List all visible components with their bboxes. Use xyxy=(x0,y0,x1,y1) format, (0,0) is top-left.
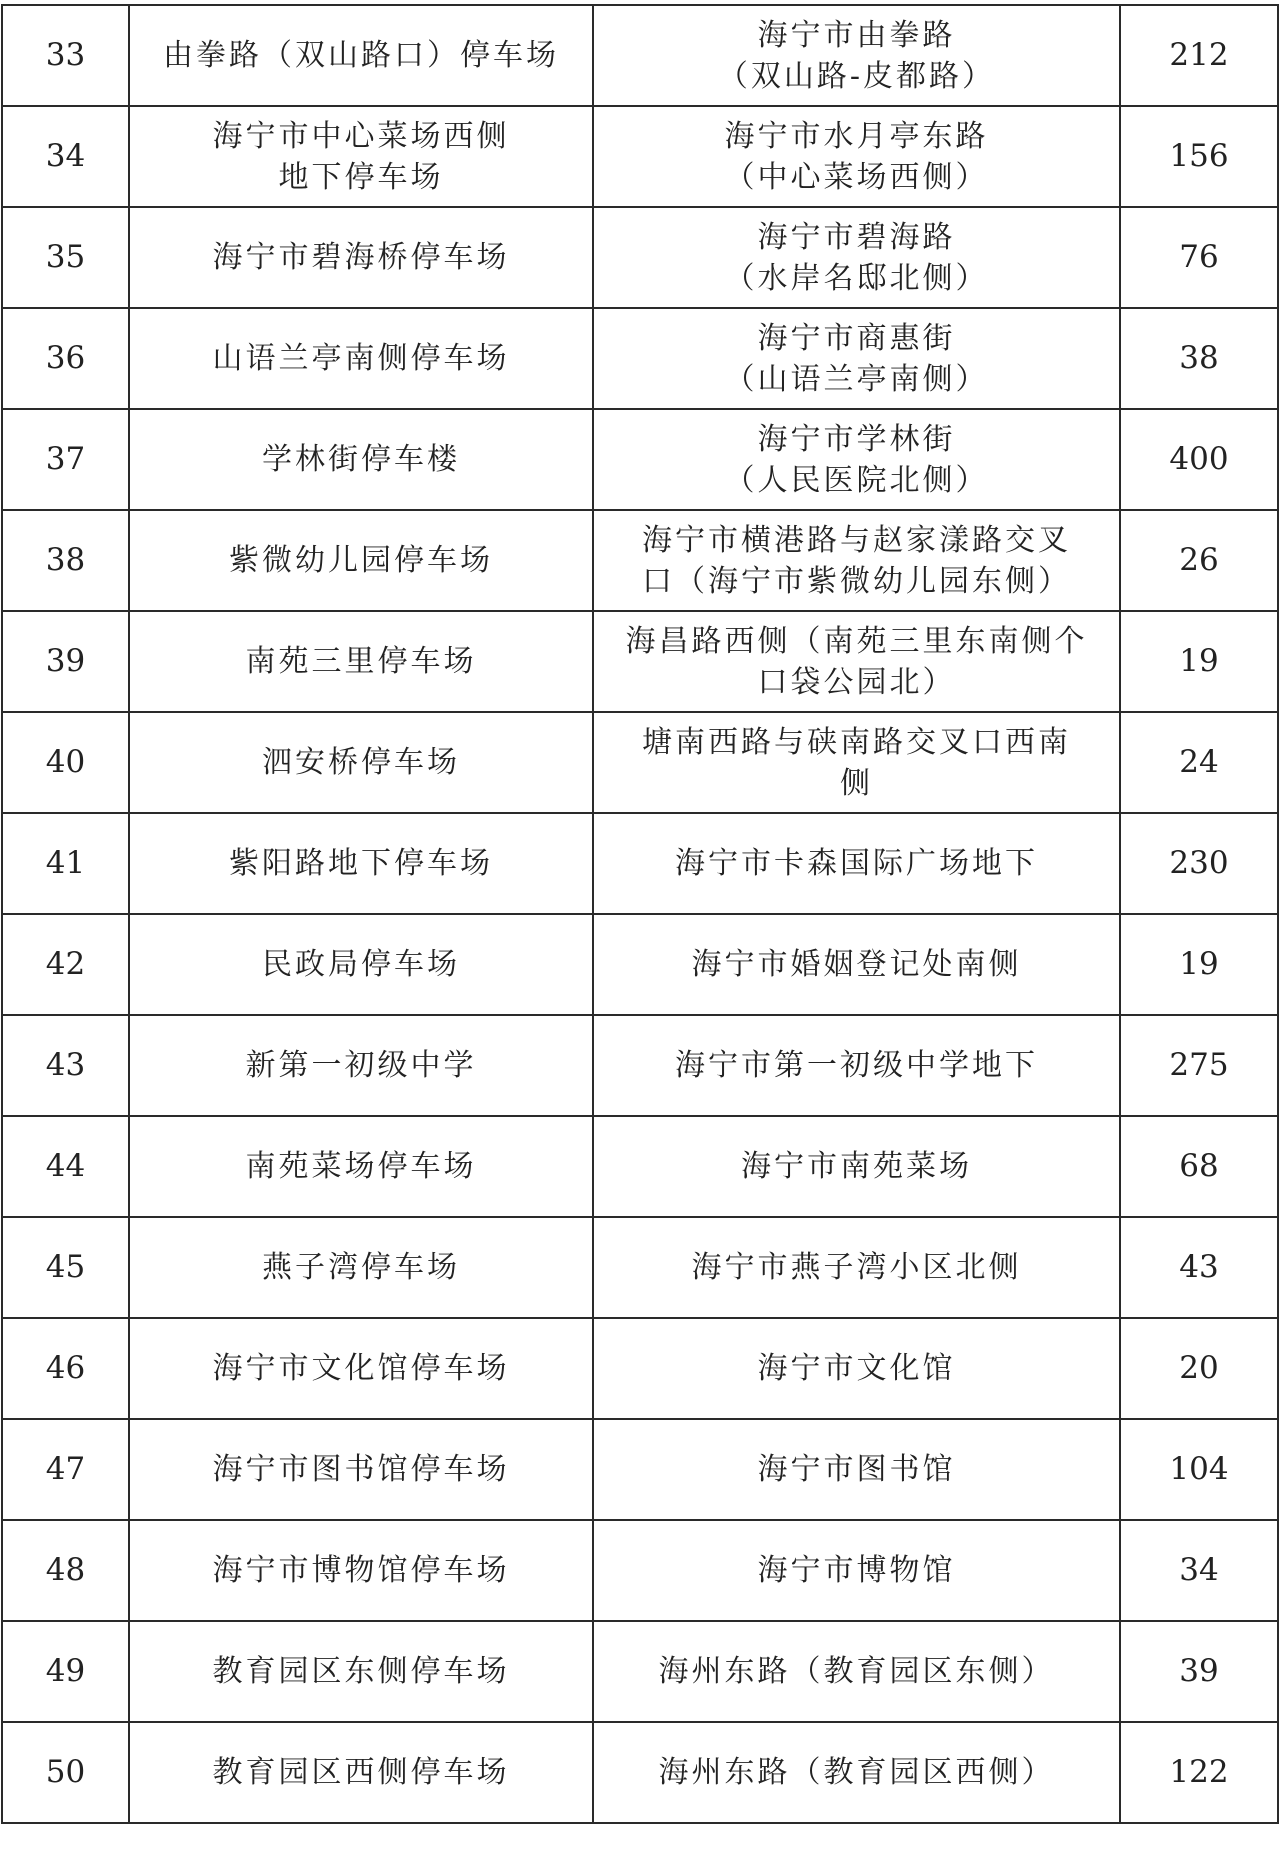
table-row xyxy=(2,207,1278,308)
parking-name-cell: 学林街停车楼 xyxy=(129,409,593,510)
row-number-cell: 37 xyxy=(2,409,129,510)
parking-address-cell: 海州东路（教育园区东侧） xyxy=(593,1621,1120,1722)
parking-address-cell: 海宁市第一初级中学地下 xyxy=(593,1015,1120,1116)
row-number-cell: 43 xyxy=(2,1015,129,1116)
table-row xyxy=(2,1520,1278,1621)
parking-spaces-cell: 19 xyxy=(1120,914,1278,1015)
row-number-cell: 38 xyxy=(2,510,129,611)
parking-spaces-cell: 156 xyxy=(1120,106,1278,207)
parking-name-cell: 泗安桥停车场 xyxy=(129,712,593,813)
table-row xyxy=(2,914,1278,1015)
row-number-cell: 47 xyxy=(2,1419,129,1520)
parking-name-cell: 南苑菜场停车场 xyxy=(129,1116,593,1217)
row-number-cell: 34 xyxy=(2,106,129,207)
row-number-cell: 46 xyxy=(2,1318,129,1419)
parking-address-cell: 海宁市南苑菜场 xyxy=(593,1116,1120,1217)
parking-address-cell: 海州东路（教育园区西侧） xyxy=(593,1722,1120,1823)
parking-name-cell: 海宁市中心菜场西侧 地下停车场 xyxy=(129,106,593,207)
parking-spaces-cell: 38 xyxy=(1120,308,1278,409)
parking-name-cell: 海宁市碧海桥停车场 xyxy=(129,207,593,308)
parking-name-cell: 燕子湾停车场 xyxy=(129,1217,593,1318)
row-number-cell: 35 xyxy=(2,207,129,308)
parking-name-cell: 教育园区东侧停车场 xyxy=(129,1621,593,1722)
parking-address-cell: 海宁市由拳路 （双山路-皮都路） xyxy=(593,5,1120,106)
parking-address-cell: 海宁市燕子湾小区北侧 xyxy=(593,1217,1120,1318)
parking-spaces-cell: 39 xyxy=(1120,1621,1278,1722)
parking-name-cell: 教育园区西侧停车场 xyxy=(129,1722,593,1823)
table-row xyxy=(2,308,1278,409)
parking-address-cell: 海宁市水月亭东路 （中心菜场西侧） xyxy=(593,106,1120,207)
parking-spaces-cell: 212 xyxy=(1120,5,1278,106)
parking-spaces-cell: 34 xyxy=(1120,1520,1278,1621)
table-row xyxy=(2,1015,1278,1116)
parking-address-cell: 海宁市横港路与赵家漾路交叉 口（海宁市紫微幼儿园东侧） xyxy=(593,510,1120,611)
parking-address-cell: 海宁市文化馆 xyxy=(593,1318,1120,1419)
row-number-cell: 36 xyxy=(2,308,129,409)
parking-name-cell: 紫阳路地下停车场 xyxy=(129,813,593,914)
table-row xyxy=(2,1318,1278,1419)
table-row xyxy=(2,1419,1278,1520)
row-number-cell: 40 xyxy=(2,712,129,813)
row-number-cell: 45 xyxy=(2,1217,129,1318)
parking-address-cell: 海宁市图书馆 xyxy=(593,1419,1120,1520)
parking-spaces-cell: 26 xyxy=(1120,510,1278,611)
parking-spaces-cell: 76 xyxy=(1120,207,1278,308)
parking-name-cell: 紫微幼儿园停车场 xyxy=(129,510,593,611)
row-number-cell: 50 xyxy=(2,1722,129,1823)
parking-spaces-cell: 24 xyxy=(1120,712,1278,813)
parking-lot-table xyxy=(1,4,1279,1824)
table-row xyxy=(2,409,1278,510)
parking-address-cell: 海宁市学林街 （人民医院北侧） xyxy=(593,409,1120,510)
row-number-cell: 42 xyxy=(2,914,129,1015)
parking-address-cell: 海昌路西侧（南苑三里东南侧个 口袋公园北） xyxy=(593,611,1120,712)
parking-spaces-cell: 400 xyxy=(1120,409,1278,510)
row-number-cell: 33 xyxy=(2,5,129,106)
table-row xyxy=(2,5,1278,106)
table-row xyxy=(2,1621,1278,1722)
parking-name-cell: 海宁市博物馆停车场 xyxy=(129,1520,593,1621)
parking-name-cell: 海宁市图书馆停车场 xyxy=(129,1419,593,1520)
parking-spaces-cell: 68 xyxy=(1120,1116,1278,1217)
parking-address-cell: 海宁市碧海路 （水岸名邸北侧） xyxy=(593,207,1120,308)
parking-address-cell: 海宁市博物馆 xyxy=(593,1520,1120,1621)
parking-name-cell: 山语兰亭南侧停车场 xyxy=(129,308,593,409)
table-row xyxy=(2,1722,1278,1823)
parking-spaces-cell: 275 xyxy=(1120,1015,1278,1116)
parking-spaces-cell: 19 xyxy=(1120,611,1278,712)
parking-name-cell: 民政局停车场 xyxy=(129,914,593,1015)
table-row xyxy=(2,712,1278,813)
parking-spaces-cell: 230 xyxy=(1120,813,1278,914)
row-number-cell: 48 xyxy=(2,1520,129,1621)
table-row xyxy=(2,1217,1278,1318)
parking-spaces-cell: 43 xyxy=(1120,1217,1278,1318)
row-number-cell: 39 xyxy=(2,611,129,712)
parking-name-cell: 南苑三里停车场 xyxy=(129,611,593,712)
table-row xyxy=(2,510,1278,611)
parking-address-cell: 海宁市婚姻登记处南侧 xyxy=(593,914,1120,1015)
table-body xyxy=(2,5,1278,1823)
table-row xyxy=(2,611,1278,712)
parking-spaces-cell: 20 xyxy=(1120,1318,1278,1419)
row-number-cell: 41 xyxy=(2,813,129,914)
parking-name-cell: 新第一初级中学 xyxy=(129,1015,593,1116)
table-row xyxy=(2,1116,1278,1217)
row-number-cell: 49 xyxy=(2,1621,129,1722)
table-row xyxy=(2,813,1278,914)
parking-name-cell: 由拳路（双山路口）停车场 xyxy=(129,5,593,106)
parking-address-cell: 海宁市卡森国际广场地下 xyxy=(593,813,1120,914)
table-row xyxy=(2,106,1278,207)
parking-name-cell: 海宁市文化馆停车场 xyxy=(129,1318,593,1419)
parking-address-cell: 塘南西路与硖南路交叉口西南 侧 xyxy=(593,712,1120,813)
parking-spaces-cell: 122 xyxy=(1120,1722,1278,1823)
row-number-cell: 44 xyxy=(2,1116,129,1217)
parking-address-cell: 海宁市商惠街 （山语兰亭南侧） xyxy=(593,308,1120,409)
parking-spaces-cell: 104 xyxy=(1120,1419,1278,1520)
